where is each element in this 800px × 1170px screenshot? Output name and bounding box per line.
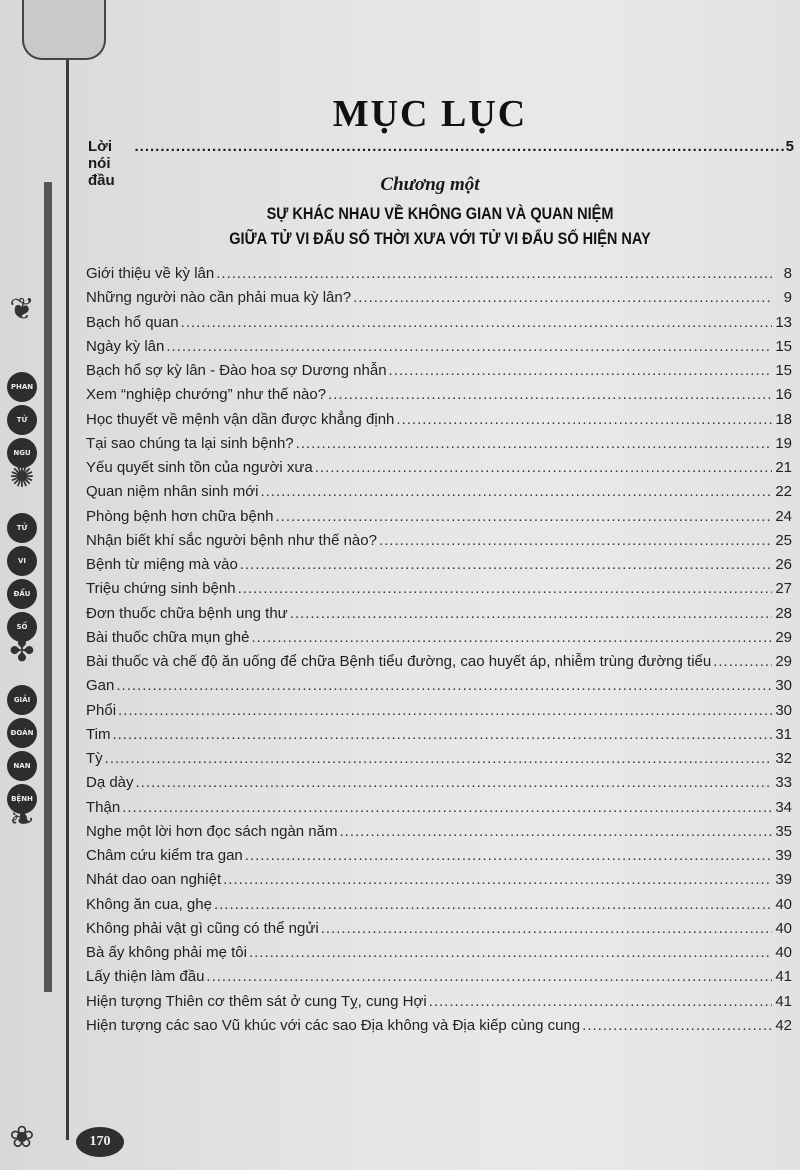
dot-leader (251, 629, 772, 646)
dot-leader (116, 677, 772, 694)
dot-leader (240, 556, 772, 573)
entry-page: 35 (775, 822, 792, 840)
entry-page: 22 (775, 483, 792, 501)
chapter-label: Chương một (380, 174, 480, 195)
entry-page: 26 (775, 556, 792, 573)
side-seal: NGU (7, 438, 37, 468)
side-seal: TỬ (7, 405, 37, 435)
toc-entry[interactable] (86, 362, 792, 386)
entry-page: 19 (775, 434, 792, 452)
toc-entry[interactable] (86, 338, 792, 362)
border-band (44, 182, 52, 992)
dot-leader (353, 289, 772, 306)
dot-leader (429, 993, 772, 1010)
dot-leader (582, 1017, 772, 1034)
entry-title: Hiện tượng Thiên cơ thêm sát ở cung Tỵ, cung Hợi (86, 992, 427, 1010)
entry-page: 40 (775, 944, 792, 961)
toc-entry[interactable] (86, 483, 792, 507)
entry-title: Không phải vật gì cũng có thể ngửi (86, 919, 319, 937)
dot-leader (216, 265, 772, 282)
dot-leader (166, 338, 772, 355)
entry-page: 5 (785, 138, 794, 155)
dot-leader (122, 799, 772, 816)
entry-title: Những người nào cần phải mua kỳ lân? (86, 289, 352, 307)
entry-title: Xem “nghiệp chướng” như thế nào? (86, 386, 327, 404)
entry-page: 13 (775, 313, 792, 331)
toc-entry[interactable] (86, 508, 792, 532)
page-number: 170 (76, 1127, 124, 1157)
toc-entry[interactable] (86, 750, 792, 774)
entry-page: 42 (775, 1016, 792, 1034)
toc-entry[interactable] (86, 968, 792, 992)
entry-page: 27 (775, 580, 792, 598)
entry-title: Bệnh từ miệng mà vào (86, 556, 238, 573)
entry-title: Châm cứu kiểm tra gan (86, 847, 243, 864)
entry-title: Giới thiệu về kỳ lân (86, 265, 215, 282)
entry-title: Không ăn cua, ghẹ (86, 895, 212, 913)
entry-title: Tại sao chúng ta lại sinh bệnh? (86, 434, 294, 452)
dot-leader (276, 508, 772, 525)
dot-leader (105, 750, 772, 767)
entry-title: Triệu chứng sinh bệnh (86, 580, 236, 598)
dot-leader (135, 138, 784, 155)
toc-list (86, 265, 792, 1041)
chapter-title-line: GIỮA TỬ VI ĐẨU SỐ THỜI XƯA VỚI TỬ VI ĐẨU SỐ HIỆN NAY (229, 230, 651, 248)
entry-page: 40 (775, 919, 792, 937)
dot-leader (238, 580, 772, 597)
entry-page: 18 (775, 410, 792, 428)
dot-leader (339, 823, 772, 840)
entry-page: 34 (775, 798, 792, 816)
entry-page: 9 (783, 289, 792, 307)
dot-leader (223, 871, 772, 888)
entry-title: Bạch hổ sợ kỳ lân - Đào hoa sợ Dương nhẫn (86, 362, 387, 379)
toc-entry[interactable] (86, 653, 792, 677)
entry-title: Học thuyết về mệnh vận dần được khẳng định (86, 410, 395, 428)
dot-leader (315, 459, 772, 476)
entry-title: Bài thuốc và chế độ ăn uống để chữa Bệnh tiểu đường, cao huyết áp, nhiễm trùng đường tiểu (86, 653, 712, 670)
entry-page: 30 (775, 677, 792, 695)
entry-title: Bài thuốc chữa mụn ghẻ (86, 628, 250, 646)
entry-title: Ngày kỳ lân (86, 337, 165, 355)
side-seal: GIẢI (7, 685, 37, 715)
entry-title: Lời nói đầu (88, 138, 115, 189)
entry-page: 29 (775, 628, 792, 646)
entry-title: Phòng bệnh hơn chữa bệnh (86, 507, 274, 525)
dot-leader (112, 726, 772, 743)
toc-entry[interactable] (86, 265, 792, 289)
entry-page: 40 (775, 895, 792, 913)
dot-leader (206, 968, 772, 985)
entry-page: 33 (775, 774, 792, 792)
entry-title: Gan (86, 677, 115, 695)
entry-page: 31 (775, 725, 792, 743)
side-seal: ĐOÁN (7, 718, 37, 748)
entry-title: Thận (86, 798, 121, 816)
entry-page: 30 (775, 701, 792, 719)
toc-entry[interactable] (86, 459, 792, 483)
border-line (66, 60, 69, 1140)
entry-page: 24 (775, 507, 792, 525)
emblem-icon: ✺ (9, 460, 35, 495)
entry-title: Bà ấy không phải mẹ tôi (86, 944, 247, 961)
toc-entry[interactable] (86, 702, 792, 726)
dot-leader (214, 896, 772, 913)
toc-entry[interactable] (86, 920, 792, 944)
entry-title: Dạ dày (86, 774, 134, 792)
side-seal: PHAN (7, 372, 37, 402)
entry-page: 28 (775, 604, 792, 622)
chapter-title-line: SỰ KHÁC NHAU VỀ KHÔNG GIAN VÀ QUAN NIỆM (266, 205, 614, 223)
flower-ornament-icon: ❀ (9, 1120, 35, 1155)
toc-entry[interactable] (86, 532, 792, 556)
side-seal: SỐ (7, 612, 37, 642)
side-seal: TỬ (7, 513, 37, 543)
toc-entry[interactable] (86, 823, 792, 847)
dot-leader (260, 483, 772, 500)
entry-title: Hiện tượng các sao Vũ khúc với các sao Địa không và Địa kiếp cùng cung (86, 1016, 581, 1034)
page-title: MỤC LỤC (332, 93, 528, 135)
entry-title: Tỳ (86, 750, 103, 767)
toc-entry[interactable] (86, 435, 792, 459)
dot-leader (379, 532, 772, 549)
dot-leader (296, 435, 772, 452)
dot-leader (396, 411, 772, 428)
dot-leader (713, 653, 772, 670)
entry-page: 15 (775, 362, 792, 379)
side-seal: BỆNH (7, 784, 37, 814)
toc-entry[interactable] (86, 944, 792, 968)
entry-title: Phổi (86, 701, 117, 719)
entry-title: Quan niệm nhân sinh mới (86, 483, 259, 501)
toc-entry[interactable] (86, 411, 792, 435)
entry-page: 39 (775, 871, 792, 889)
entry-title: Lấy thiện làm đầu (86, 968, 205, 986)
dot-leader (245, 847, 772, 864)
chapter-title (194, 202, 687, 252)
entry-page: 41 (775, 968, 792, 986)
toc-entry[interactable] (86, 847, 792, 871)
toc-entry[interactable] (86, 556, 792, 580)
toc-entry[interactable] (86, 799, 792, 823)
dot-leader (249, 944, 772, 961)
dot-leader (118, 702, 772, 719)
dragon-ornament-icon: ❦ (9, 292, 35, 327)
toc-entry[interactable] (86, 896, 792, 920)
entry-title: Đơn thuốc chữa bệnh ung thư (86, 604, 288, 622)
entry-title: Bạch hổ quan (86, 313, 179, 331)
entry-page: 16 (775, 386, 792, 404)
toc-entry[interactable] (86, 605, 792, 629)
dot-leader (321, 920, 772, 937)
entry-title: Yếu quyết sinh tồn của người xưa (86, 459, 313, 476)
side-seal: ĐẨU (7, 579, 37, 609)
entry-page: 39 (775, 847, 792, 864)
figure-ornament-icon: ❧ (9, 802, 35, 837)
dot-leader (389, 362, 772, 379)
scholars-illustration (22, 0, 106, 60)
entry-title: Nhát dao oan nghiệt (86, 871, 222, 889)
toc-entry[interactable] (86, 726, 792, 750)
toc-entry[interactable] (86, 314, 792, 338)
emblem-icon: ✤ (9, 634, 35, 669)
entry-page: 29 (775, 653, 792, 670)
entry-page: 32 (775, 750, 792, 767)
entry-page: 21 (775, 459, 792, 476)
toc-entry[interactable] (86, 289, 792, 313)
dot-leader (328, 386, 772, 403)
entry-page: 41 (775, 992, 792, 1010)
side-seal: VI (7, 546, 37, 576)
entry-title: Nghe một lời hơn đọc sách ngàn năm (86, 822, 338, 840)
toc-entry[interactable] (86, 1017, 792, 1041)
entry-page: 8 (783, 265, 792, 282)
toc-entry[interactable] (86, 677, 792, 701)
entry-title: Tim (86, 725, 111, 743)
toc-entry[interactable] (86, 774, 792, 798)
side-seal: NAN (7, 751, 37, 781)
dot-leader (181, 314, 772, 331)
toc-entry[interactable] (86, 629, 792, 653)
toc-entry[interactable] (86, 386, 792, 410)
toc-entry[interactable] (86, 993, 792, 1017)
entry-page: 25 (775, 531, 792, 549)
dot-leader (136, 774, 772, 791)
entry-page: 15 (775, 337, 792, 355)
toc-entry[interactable] (86, 871, 792, 895)
dot-leader (290, 605, 772, 622)
entry-title: Nhận biết khí sắc người bệnh như thế nào? (86, 531, 377, 549)
toc-entry[interactable] (86, 580, 792, 604)
